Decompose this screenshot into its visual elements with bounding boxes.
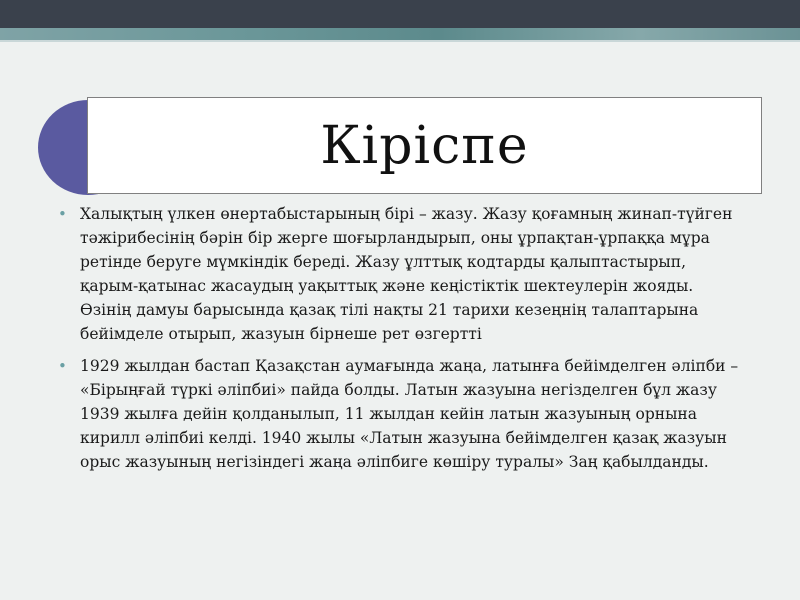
bullet-marker-icon: •	[58, 357, 67, 375]
bullet-marker-icon: •	[58, 205, 67, 223]
accent-stripe	[0, 28, 800, 40]
bullet-item	[55, 354, 745, 474]
bullet-list	[55, 202, 745, 482]
bullet-item	[55, 202, 745, 346]
title-box	[87, 97, 762, 194]
bullet-text: Халықтың үлкен өнертабыстарының бірі – жазу. Жазу қоғамның жинап-түйген тәжірибесінің бәрін бір жерге шоғырландырып, оны ұрпақтан-ұрпаққа мұра ретінде беруге мүмкіндік береді. Жазу ұлттық кодтарды қалыптастырып, қарым-қатынас жасаудың уақыттық және кеңістіктік шектеулерін жояды. Өзінің дамуы барысында қазақ тілі нақты 21 тарихи кезеңнің талаптарына бейімделе отырып, жазуын бірнеше рет өзгертті	[80, 205, 733, 343]
bullet-text: 1929 жылдан бастап Қазақстан аумағында жаңа, латынға бейімделген әліпби – «Бірыңғай түркі әліпбиі» пайда болды. Латын жазуына негізделген бұл жазу 1939 жылға дейін қолданылып, 11 жылдан кейін латын жазуының орнына кирилл әліпбиі келді. 1940 жылы «Латын жазуына бейімделген қазақ жазуын орыс жазуының негізіндегі жаңа әліпбиге көшіру туралы» Заң қабылданды.	[80, 357, 739, 471]
accent-stripe-highlight	[0, 40, 800, 42]
slide-title: Кіріспе	[320, 115, 529, 176]
top-header-bar	[0, 0, 800, 28]
